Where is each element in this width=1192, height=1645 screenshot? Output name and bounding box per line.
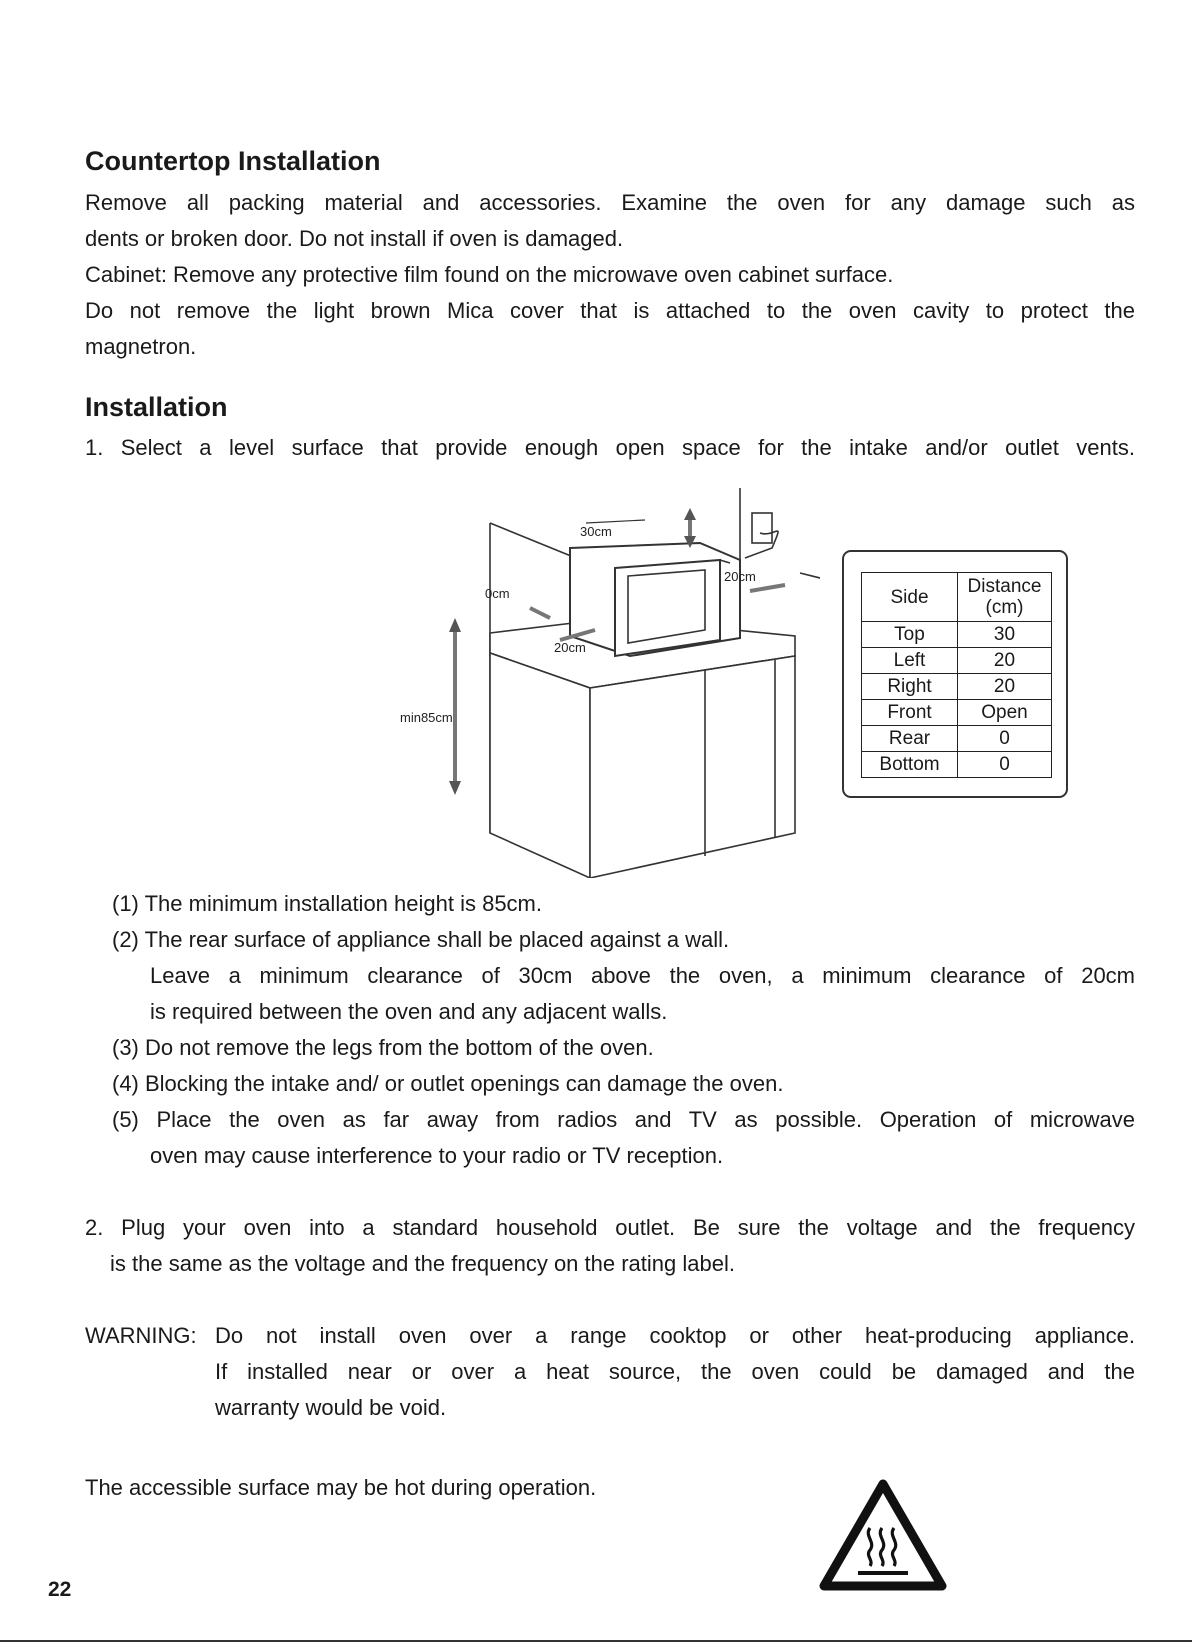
- text-line: dents or broken door. Do not install if oven is damaged.: [85, 226, 624, 251]
- text-line: Cabinet: Remove any protective film found on the microwave oven cabinet surface.: [85, 262, 894, 287]
- header-distance-unit: (cm): [985, 597, 1024, 618]
- step-1-text: 1. Select a level surface that provide enough open space for the intake and/or outlet vents.: [85, 435, 1135, 460]
- label-right-clearance: 20cm: [724, 569, 756, 584]
- section-heading-installation: Installation: [85, 392, 228, 422]
- cabinet-front: [590, 656, 795, 878]
- row-side: Front: [862, 700, 958, 726]
- row-distance: 30: [958, 622, 1052, 648]
- warning-line-1: Do not install oven over a range cooktop or other heat-producing appliance.: [215, 1323, 1135, 1348]
- countertop-paragraph: [85, 185, 1135, 365]
- table-row: [862, 752, 1052, 778]
- hot-surface-text: The accessible surface may be hot during operation.: [85, 1475, 597, 1500]
- page-number: 22: [48, 1578, 72, 1601]
- row-side: Left: [862, 648, 958, 674]
- hot-surface-warning-icon: [818, 1478, 948, 1592]
- warning-line-2: If installed near or over a heat source, the oven could be damaged and the: [215, 1359, 1135, 1384]
- section-heading-countertop: Countertop Installation: [85, 146, 381, 176]
- note-5-line-2: oven may cause interference to your radio or TV reception.: [150, 1143, 724, 1168]
- callout-line: [586, 520, 645, 523]
- table-header-row: [862, 573, 1052, 622]
- row-side: Right: [862, 674, 958, 700]
- text-line: Remove all packing material and accessories. Examine the oven for any damage such as: [85, 190, 1135, 215]
- distance-table: [861, 572, 1052, 778]
- header-distance-label: Distance: [967, 576, 1042, 597]
- header-side: Side: [862, 573, 958, 622]
- text-line: magnetron.: [85, 334, 197, 359]
- warning-line-3: warranty would be void.: [215, 1395, 447, 1420]
- table-row: [862, 622, 1052, 648]
- row-distance: 20: [958, 674, 1052, 700]
- note-5-line-1: (5) Place the oven as far away from radios and TV as possible. Operation of microwave: [112, 1107, 1135, 1132]
- row-distance: 20: [958, 648, 1052, 674]
- table-row: [862, 726, 1052, 752]
- row-distance: 0: [958, 752, 1052, 778]
- label-left-clearance: 20cm: [554, 640, 586, 655]
- label-top-clearance: 30cm: [580, 524, 612, 539]
- bottom-rule: [0, 1640, 1192, 1642]
- step-2-line-1: 2. Plug your oven into a standard household outlet. Be sure the voltage and the frequency: [85, 1215, 1135, 1240]
- step-2-line-2: is the same as the voltage and the frequency on the rating label.: [110, 1251, 735, 1276]
- note-4: (4) Blocking the intake and/ or outlet openings can damage the oven.: [112, 1071, 784, 1096]
- text-line: Do not remove the light brown Mica cover that is attached to the oven cavity to protect the: [85, 298, 1135, 323]
- row-side: Top: [862, 622, 958, 648]
- note-2: (2) The rear surface of appliance shall be placed against a wall.: [112, 927, 730, 952]
- note-1: (1) The minimum installation height is 85cm.: [112, 891, 542, 916]
- cabinet-side: [490, 653, 590, 878]
- row-side: Bottom: [862, 752, 958, 778]
- note-2-detail-line-1: Leave a minimum clearance of 30cm above the oven, a minimum clearance of 20cm: [150, 963, 1135, 988]
- note-2-detail-line-2: is required between the oven and any adjacent walls.: [150, 999, 668, 1024]
- row-distance: Open: [958, 700, 1052, 726]
- row-side: Rear: [862, 726, 958, 752]
- note-3: (3) Do not remove the legs from the bottom of the oven.: [112, 1035, 654, 1060]
- warning-label: WARNING:: [85, 1323, 197, 1348]
- installation-diagram: [400, 488, 820, 878]
- table-row: [862, 700, 1052, 726]
- label-min-height: min85cm: [400, 710, 453, 725]
- table-callout-line: [800, 573, 820, 583]
- header-distance: [958, 573, 1052, 622]
- row-distance: 0: [958, 726, 1052, 752]
- wall-outlet: [752, 513, 772, 543]
- table-row: [862, 648, 1052, 674]
- label-rear-clearance: 0cm: [485, 586, 510, 601]
- microwave-window: [628, 570, 705, 643]
- table-row: [862, 674, 1052, 700]
- distance-table-callout: [842, 550, 1068, 798]
